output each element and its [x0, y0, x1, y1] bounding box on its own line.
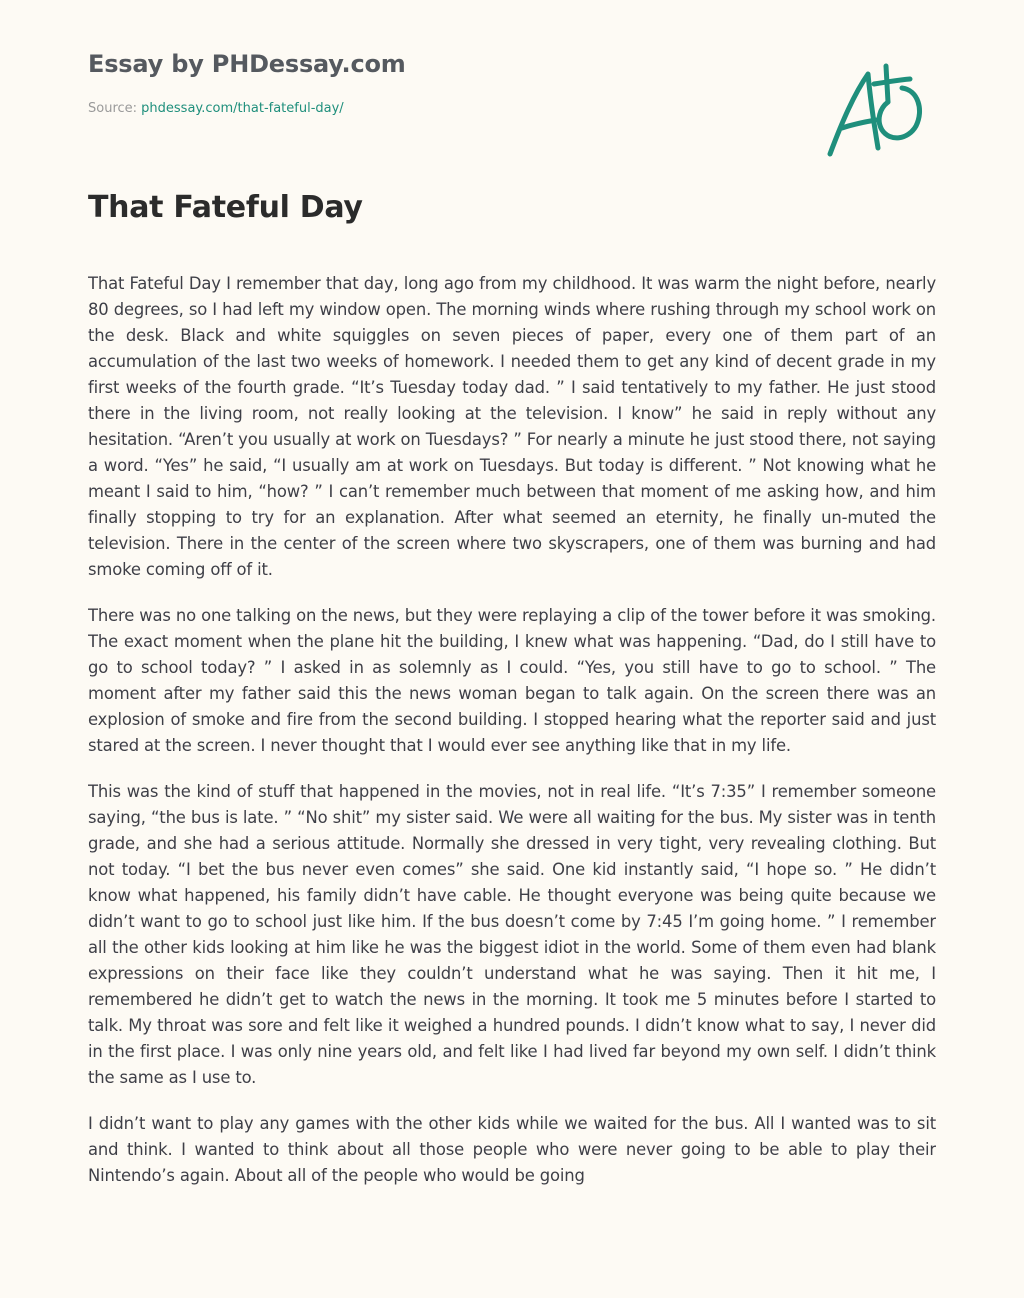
essay-title: That Fateful Day — [88, 190, 363, 225]
source-label: Source: — [88, 101, 142, 116]
source-line — [88, 101, 344, 116]
essay-paragraph: This was the kind of stuff that happened in the movies, not in real life. “It’s 7:35” I remember someone saying, “the bus is late. ” “No shit” my sister said. We were all waiting for the bus. My sister was in tenth grade, and she had a serious attitude. Normally she dressed in very tight, very revealing clothing. But not today. “I bet the bus never even comes” she said. One kid instantly said, “I hope so. ” He didn’t know what happened, his family didn’t have cable. He thought everyone was being quite because we didn’t want to go to school just like him. If the bus doesn’t come by 7:45 I’m going home. ” I remember all the other kids looking at him like he was the biggest idiot in the world. Some of them even had blank expressions on their face like they couldn’t understand what he was saying. Then it hit me, I remembered he didn’t get to watch the news in the morning. It took me 5 minutes before I started to talk. My throat was sore and felt like it weighed a hundred pounds. I didn’t know what to say, I never did in the first place. I was only nine years old, and felt like I had lived far beyond my own self. I didn’t think the same as I use to. — [88, 782, 936, 1087]
site-brand: Essay by PHDessay.com — [88, 50, 406, 78]
source-link[interactable]: phdessay.com/that-fateful-day/ — [141, 101, 344, 116]
essay-paragraph: That Fateful Day I remember that day, long ago from my childhood. It was warm the night before, nearly 80 degrees, so I had left my window open. The morning winds where rushing through my school work on the desk. Black and white squiggles on seven pieces of paper, every one of them part of an accumulation of the last two weeks of homework. I needed them to get any kind of decent grade in my first weeks of the fourth grade. “It’s Tuesday today dad. ” I said tentatively to my father. He just stood there in the living room, not really looking at the television. I know” he said in reply without any hesitation. “Aren’t you usually at work on Tuesdays? ” For nearly a minute he just stood there, not saying a word. “Yes” he said, “I usually am at work on Tuesdays. But today is different. ” Not knowing what he meant I said to him, “how? ” I can’t remember much between that moment of me asking how, and him finally stopping to try for an explanation. After what seemed an eternity, he finally un-muted the television. There in the center of the screen where two skyscrapers, one of them was burning and had smoke coming off of it. — [88, 274, 936, 579]
essay-paragraph: There was no one talking on the news, but they were replaying a clip of the tower before it was smoking. The exact moment when the plane hit the building, I knew what was happening. “Dad, do I still have to go to school today? ” I asked in as solemnly as I could. “Yes, you still have to go to school. ” The moment after my father said this the news woman began to talk again. On the screen there was an explosion of smoke and fire from the second building. I stopped hearing what the reporter said and just stared at the screen. I never thought that I would ever see anything like that in my life. — [88, 606, 936, 755]
essay-body — [88, 271, 936, 1251]
essay-paragraph: I didn’t want to play any games with the other kids while we waited for the bus. All I wanted was to sit and think. I wanted to think about all those people who were never going to be able to play their Nintendo’s again. About all of the people who would be going — [88, 1114, 936, 1185]
a-plus-logo-icon — [820, 62, 932, 162]
